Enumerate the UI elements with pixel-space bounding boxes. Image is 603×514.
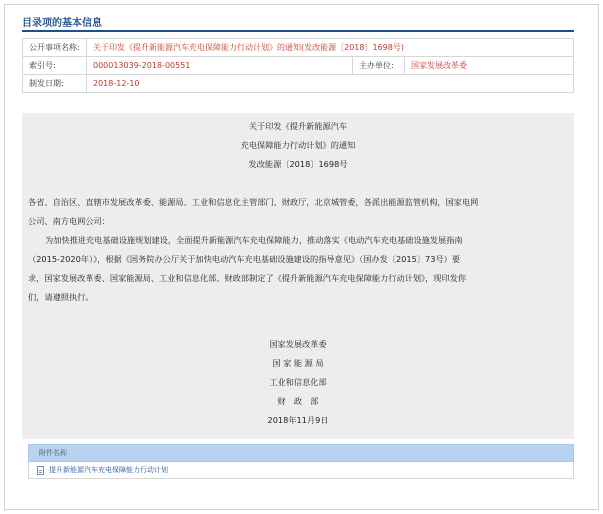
document-title-line: 关于印发《提升新能源汽车 (248, 121, 348, 131)
document-icon (37, 466, 44, 475)
metadata-value-index: 000013039-2018-00551 (87, 57, 353, 75)
attachments-header: 附件名称 (28, 444, 574, 462)
metadata-label: 索引号: (23, 57, 87, 75)
document-title-line: 充电保障能力行动计划》的通知 (240, 140, 356, 150)
signatory: 工业和信息化部 (269, 377, 327, 387)
metadata-label: 公开事项名称: (23, 39, 87, 57)
document-number: 发改能源〔2018〕1698号 (248, 159, 348, 169)
body-paragraph-line: （2015-2020年）》，根据《国务院办公厅关于加快电动汽车充电基础设施建设的指导意见》（国办发〔2015〕73号）要 (28, 254, 461, 264)
section-divider (22, 30, 574, 32)
metadata-label: 制发日期: (23, 75, 87, 93)
document-body (22, 113, 574, 439)
addressee-line: 各省、自治区、直辖市发展改革委、能源局、工业和信息化主管部门、财政厅，北京城管委，各派出能源监管机构，国家电网 (28, 197, 479, 207)
signatory: 国 家 能 源 局 (272, 358, 324, 368)
metadata-value-title: 关于印发《提升新能源汽车充电保障能力行动计划》的通知(发改能源〔2018〕1698号) (87, 39, 574, 57)
metadata-table (22, 38, 574, 93)
metadata-value-org: 国家发展改革委 (405, 57, 574, 75)
section-title: 目录项的基本信息 (22, 18, 102, 29)
metadata-row-index (23, 57, 574, 75)
metadata-row-date (23, 75, 574, 93)
metadata-value-date: 2018-12-10 (87, 75, 574, 93)
addressee-line: 公司、南方电网公司： (28, 216, 110, 226)
signatory: 国家发展改革委 (269, 339, 327, 349)
metadata-label: 主办单位: (353, 57, 405, 75)
metadata-row-title (23, 39, 574, 57)
attachment-link[interactable]: 提升新能源汽车充电保障能力行动计划 (49, 466, 168, 474)
body-paragraph-line: 求，国家发展改革委、国家能源局、工业和信息化部、财政部制定了《提升新能源汽车充电保障能力行动计划》，现印发你 (28, 273, 467, 283)
body-paragraph-line: 为加快推进充电基础设施规划建设，全面提升新能源汽车充电保障能力，推动落实《电动汽车充电基础设施发展指南 (45, 235, 463, 245)
attachment-item[interactable] (28, 462, 574, 479)
body-paragraph-line: 们，请遵照执行。 (28, 292, 94, 302)
signatory: 财 政 部 (277, 396, 319, 406)
signature-date: 2018年11月9日 (267, 415, 329, 425)
